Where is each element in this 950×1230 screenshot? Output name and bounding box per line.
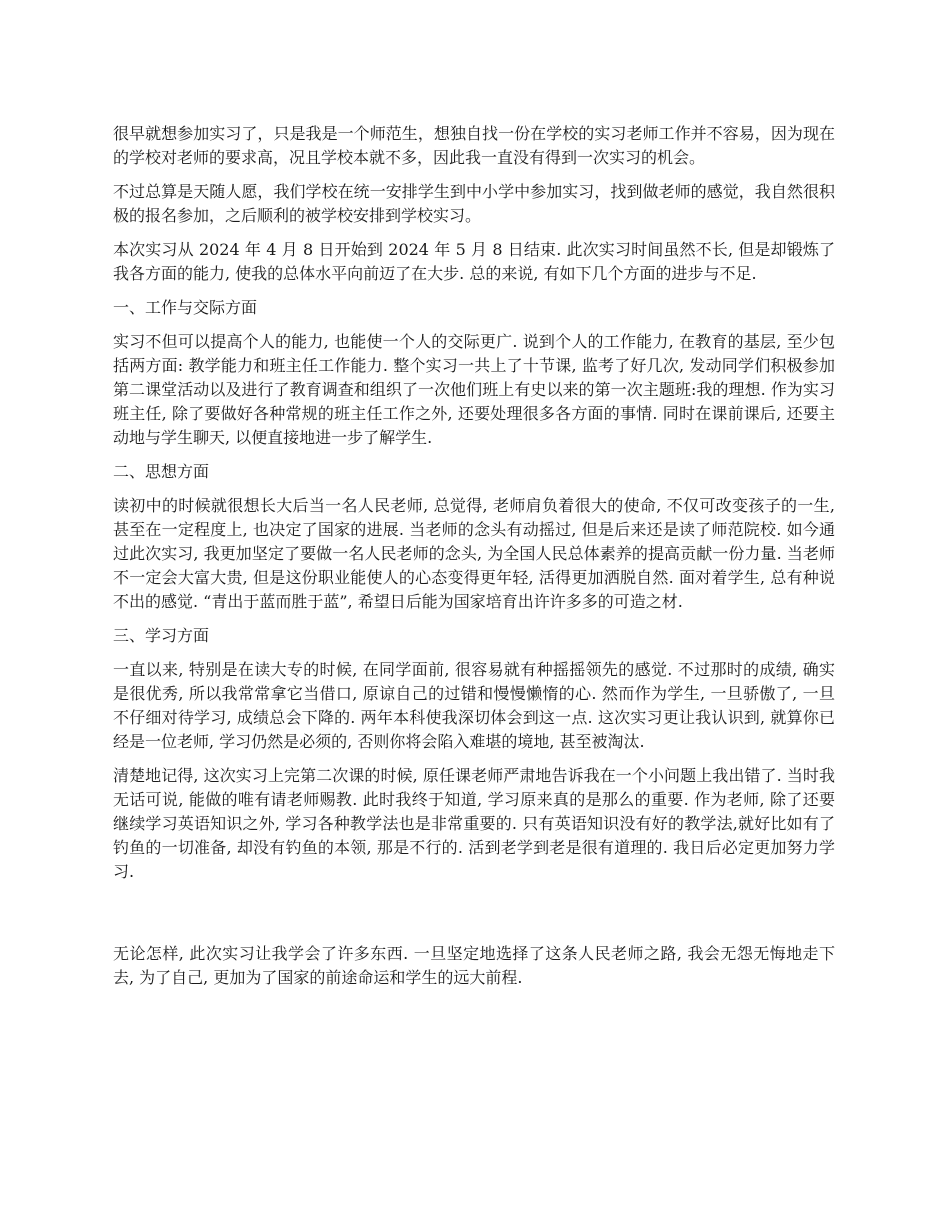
document-body	[113, 122, 835, 1000]
arrangement-paragraph: 不过总算是天随人愿，我们学校在统一安排学生到中小学中参加实习，找到做老师的感觉，我自然很积极的报名参加，之后顺利的被学校安排到学校实习。	[113, 182, 835, 225]
section-heading-thought: 二、思想方面	[113, 462, 210, 481]
intro-paragraph: 很早就想参加实习了，只是我是一个师范生，想独自找一份在学校的实习老师工作并不容易，因为现在的学校对老师的要求高，况且学校本就不多，因此我一直没有得到一次实习的机会。	[113, 124, 835, 167]
study-paragraph-2: 清楚地记得, 这次实习上完第二次课的时候, 原任课老师严肃地告诉我在一个小问题上我出错了. 当时我无话可说, 能做的唯有请老师赐教. 此时我终于知道, 学习原来真的是那么的重要. 作为老师, 除了还要继续学习英语知识之外, 学习各种教学法也是非常重要的. 只有英语知识没有好的教学法,就好比如有了钓鱼的一切准备, 却没有钓鱼的本领, 那是不行的. 活到老学到老是很有道理的. 我日后必定更加努力学习.	[113, 766, 835, 881]
blank-space	[113, 894, 835, 942]
thought-paragraph: 读初中的时候就很想长大后当一名人民老师, 总觉得, 老师肩负着很大的使命, 不仅可改变孩子的一生, 甚至在一定程度上, 也决定了国家的进展. 当老师的念头有动摇过, 但是后来还是读了师范院校. 如今通过此次实习, 我更加坚定了要做一名人民老师的念头, 为全国人民总体素养的提高贡献一份力量. 当老师不一定会大富大贵, 但是这份职业能使人的心态变得更年轻, 活得更加洒脱自然. 面对着学生, 总有种说不出的感觉. “青出于蓝而胜于蓝”, 希望日后能为国家培育出许许多多的可造之材.	[113, 496, 835, 611]
section-heading-study: 三、学习方面	[113, 626, 210, 645]
work-paragraph: 实习不但可以提高个人的能力, 也能使一个人的交际更广. 说到个人的工作能力, 在教育的基层, 至少包括两方面: 教学能力和班主任工作能力. 整个实习一共上了十节课, 监考了好几次, 发动同学们积极参加第二课堂活动以及进行了教育调查和组织了一次他们班上有史以来的第一次主题班:我的理想. 作为实习班主任, 除了要做好各种常规的班主任工作之外, 还要处理很多各方面的事情. 同时在课前课后, 还要主动地与学生聊天, 以便直接地进一步了解学生.	[113, 332, 835, 447]
section-heading-work: 一、工作与交际方面	[113, 298, 258, 317]
conclusion-paragraph: 无论怎样, 此次实习让我学会了许多东西. 一旦坚定地选择了这条人民老师之路, 我会无怨无悔地走下去, 为了自己, 更加为了国家的前途命运和学生的远大前程.	[113, 944, 835, 987]
study-paragraph-1: 一直以来, 特别是在读大专的时候, 在同学面前, 很容易就有种摇摇领先的感觉. 不过那时的成绩, 确实是很优秀, 所以我常常拿它当借口, 原谅自己的过错和慢慢懒惰的心. 然而作为学生, 一旦骄傲了, 一旦不仔细对待学习, 成绩总会下降的. 两年本科使我深切体会到这一点. 这次实习更让我认识到, 就算你已经是一位老师, 学习仍然是必须的, 否则你将会陷入难堪的境地, 甚至被淘汰.	[113, 660, 835, 751]
period-paragraph: 本次实习从 2024 年 4 月 8 日开始到 2024 年 5 月 8 日结束. 此次实习时间虽然不长, 但是却锻炼了我各方面的能力, 使我的总体水平向前迈了在大步. 总的来说, 有如下几个方面的进步与不足.	[113, 240, 835, 283]
